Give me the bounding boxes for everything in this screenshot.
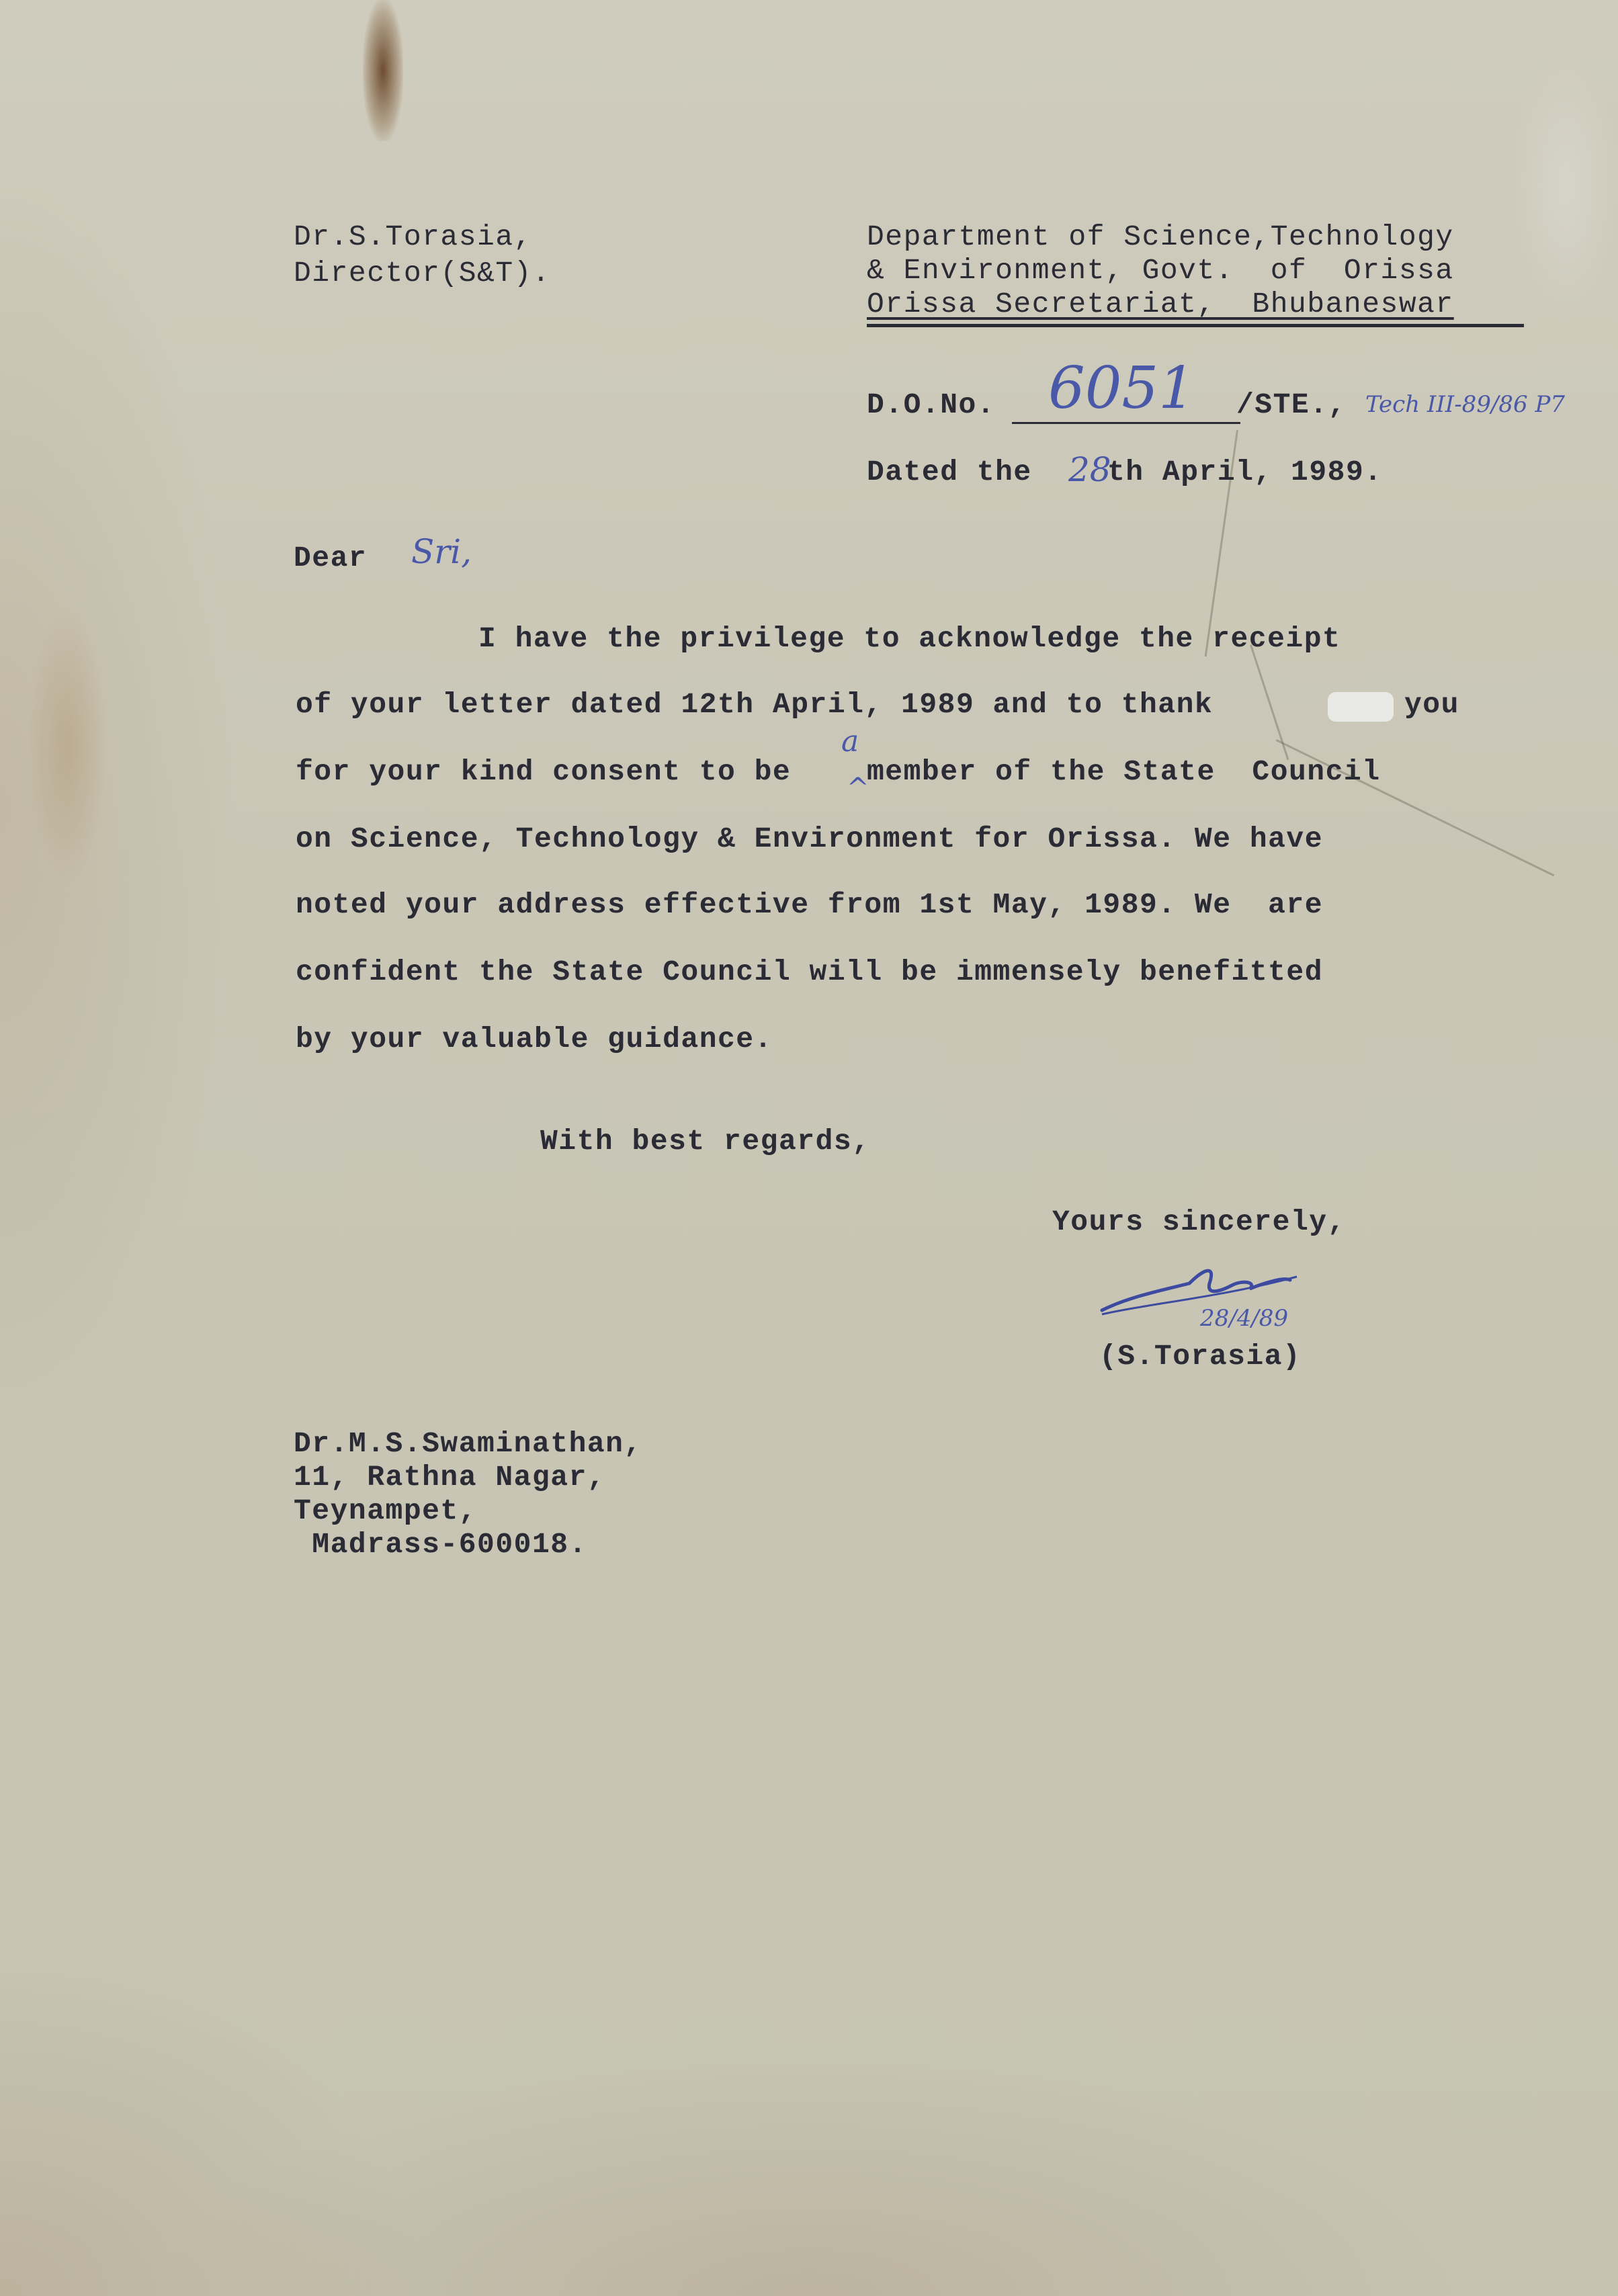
salutation-handwritten: Sri, (411, 532, 472, 571)
body-line-2: of your letter dated 12th April, 1989 and to thank (296, 688, 1214, 721)
department-line-3: Orissa Secretariat, Bhubaneswar (867, 288, 1454, 321)
do-number-handwritten: 6051 (1048, 355, 1195, 422)
date-suffix: th April, 1989. (1107, 456, 1383, 488)
closing-sincerely: Yours sincerely, (1052, 1205, 1346, 1238)
closing-regards: With best regards, (540, 1125, 871, 1158)
sender-name: Dr.S.Torasia, (294, 220, 532, 253)
rust-stain (363, 0, 403, 141)
body-line-3a: for your kind consent to be (296, 755, 792, 788)
caret-mark-icon: ^ (847, 773, 869, 804)
body-insert-handwritten: a (841, 724, 859, 759)
paper-crease (1250, 644, 1289, 760)
body-line-5: noted your address effective from 1st May, 1989. We are (296, 888, 1324, 921)
recipient-line-3: Teynampet, (294, 1494, 478, 1527)
department-line-1: Department of Science,Technology (867, 220, 1454, 253)
do-number-underline (1012, 422, 1240, 424)
date-prefix: Dated the (867, 456, 1032, 488)
body-line-7: by your valuable guidance. (296, 1023, 773, 1056)
paper-stain (1512, 54, 1618, 323)
body-line-4: on Science, Technology & Environment for Orissa. We have (296, 822, 1324, 855)
department-rule (867, 324, 1524, 327)
recipient-line-1: Dr.M.S.Swaminathan, (294, 1427, 642, 1460)
do-number-suffix: /STE., (1236, 388, 1347, 421)
do-number-label: D.O.No. (867, 388, 996, 421)
file-reference-handwritten: Tech III-89/86 P7 (1365, 391, 1565, 418)
salutation: Dear (294, 542, 368, 575)
whiteout-mark (1328, 692, 1394, 722)
body-line-2-end: you (1404, 688, 1459, 721)
body-line-6: confident the State Council will be immensely benefitted (296, 955, 1324, 988)
signatory-name: (S.Torasia) (1099, 1340, 1302, 1373)
recipient-line-2: 11, Rathna Nagar, (294, 1461, 606, 1494)
signature-date-handwritten: 28/4/89 (1200, 1305, 1289, 1332)
recipient-line-4: Madrass-600018. (294, 1528, 587, 1561)
sender-title: Director(S&T). (294, 257, 551, 290)
paper-stain (27, 605, 108, 887)
date-day-handwritten: 28 (1068, 450, 1111, 489)
body-line-3b: member of the State Council (867, 755, 1381, 788)
body-line-1: I have the privilege to acknowledge the receipt (478, 622, 1341, 655)
department-line-2: & Environment, Govt. of Orissa (867, 254, 1454, 287)
